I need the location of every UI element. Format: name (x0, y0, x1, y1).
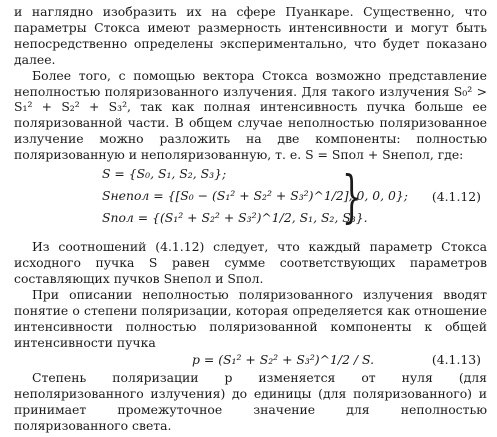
paragraph-poincare: и наглядно изобразить их на сфере Пуанкаре. Существенно, что параметры Стокса имеют размерность интенсивности и могут быть непосредственно определены экспериментально, что будет показано далее. (14, 4, 487, 67)
equation-degree-text: p = (S₁² + S₂² + S₃²)^1/2 / S. (192, 352, 375, 368)
equation-polarized-part: Sпол = {(S₁² + S₂² + S₃²)^1/2, S₁, S₂, S₃}. (102, 210, 368, 226)
equation-number-4-1-13: (4.1.13) (431, 352, 481, 368)
paragraph-consequence: Из соотношений (4.1.12) следует, что каждый параметр Стокса исходного пучка S равен сумме соответствующих параметров составляющих пучков Sнепол и Sпол. (14, 239, 487, 286)
paragraph-stokes-vector: Более того, с помощью вектора Стокса возможно представление неполностью поляризованного излучения. Для такого излучения S₀² > S₁² + S₂² + S₃², так как полная интенсивность пучка больше ее поляризованной части. В общем случае неполностью поляризованное излучение можно разложить на две компоненты: полностью поляризованную и неполяризованную, т. е. S = Sпол + Sнепол, где: (14, 67, 487, 163)
paragraph-degree-intro: При описании неполностью поляризованного излучения вводят понятие о степени поляризации, которая определяется как отношение интенсивности полностью поляризованной компоненты к общей интенсивности пучка (14, 286, 487, 350)
paragraph-degree-range: Степень поляризации p изменяется от нуля (для неполяризованного излучения) до единицы (для поляризованного) и принимает промежуточное значение для неполностью поляризованного света. (14, 370, 487, 434)
right-brace: } (342, 165, 362, 231)
equation-number-4-1-12: (4.1.12) (431, 189, 481, 205)
equation-stokes-vector: S = {S₀, S₁, S₂, S₃}; (102, 166, 227, 182)
equation-unpolarized-part: Sнепол = {[S₀ − (S₁² + S₂² + S₃²)^1/2], 0, 0, 0}; (102, 188, 408, 204)
equation-degree-of-polarization (14, 350, 487, 370)
equation-system-4-1-12 (14, 163, 487, 239)
